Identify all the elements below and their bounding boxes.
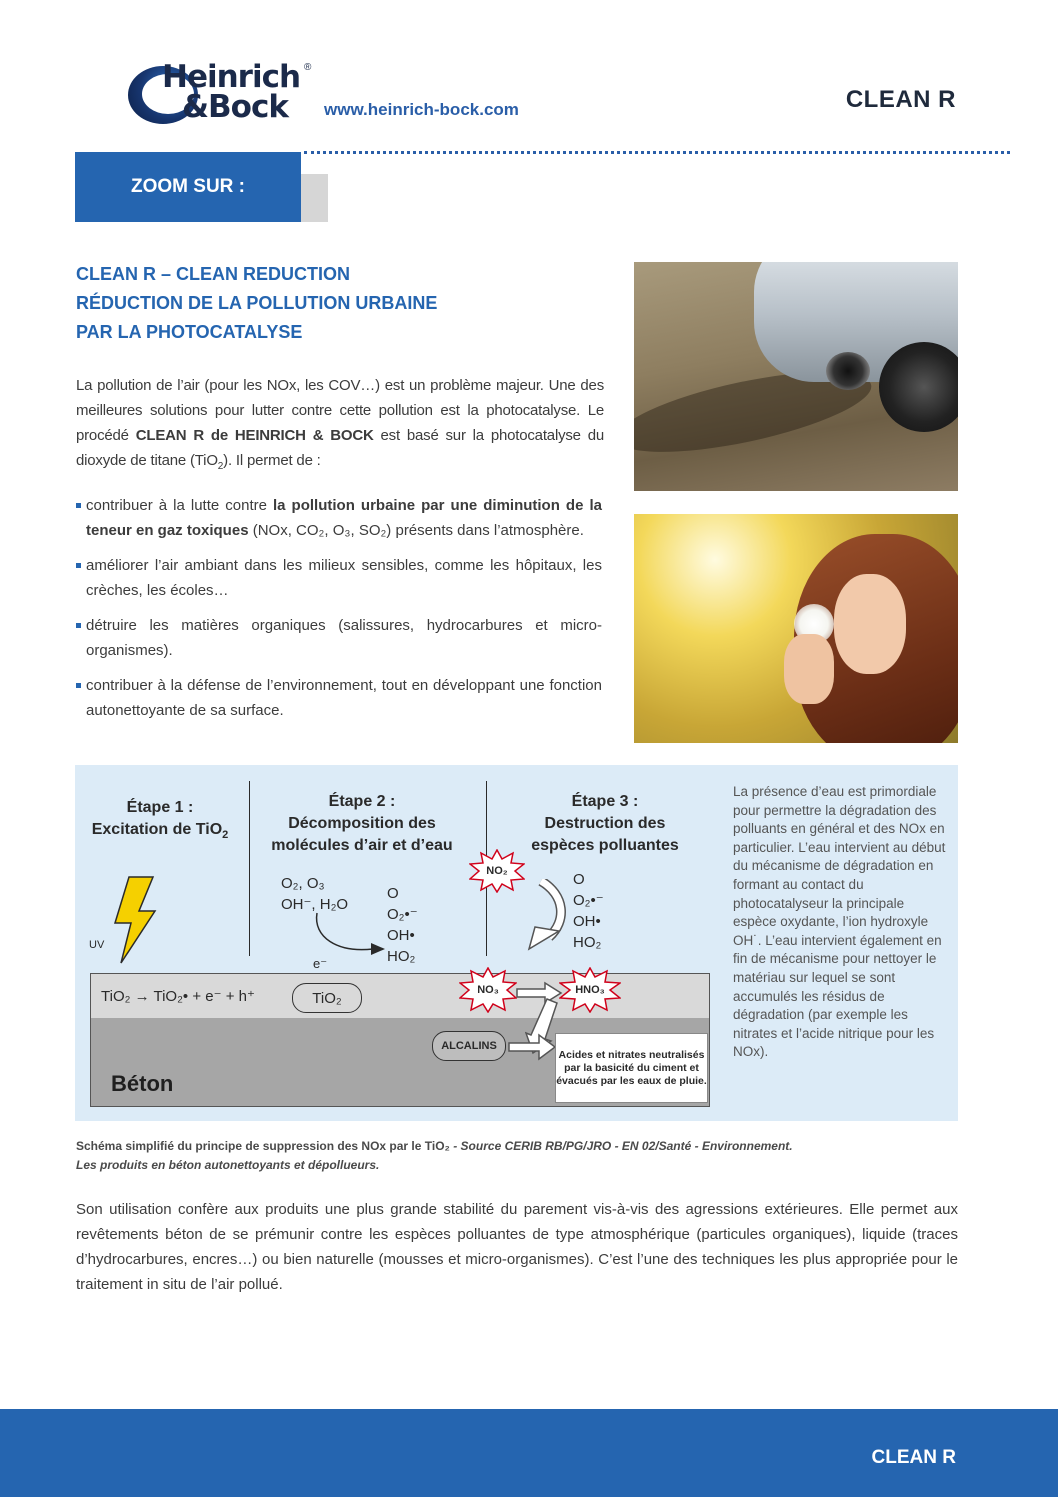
step-1-title: Étape 1 : Excitation de TiO$_2$ [91,799,229,842]
radical-products: O O₂•⁻ OH• HO₂ [573,871,604,951]
logo-text: &Bock [182,89,288,125]
reactants: O₂, O₃ OH⁻, H₂O [281,875,349,913]
uv-label: UV [89,939,105,951]
logo-text: Heinrich [162,59,301,95]
zoom-banner: ZOOM SUR : [75,152,301,222]
intro-paragraph: La pollution de l’air (pour les NOx, les COV…) est un problème majeur. Une des meilleures solutions pour lutter contre cette pollution est la photocatalyse. Le procédé CLEAN R de HEINRICH & BOCK est basé sur la photocatalyse du dioxyde de titane (TiO$_2$). Il permet de : [76,377,605,472]
heading-line: CLEAN R – CLEAN REDUCTION [76,264,351,284]
heading-line: PAR LA PHOTOCATALYSE [76,322,303,342]
website-link[interactable]: www.heinrich-bock.com [324,100,519,119]
heading-line: RÉDUCTION DE LA POLLUTION URBAINE [76,293,438,313]
no3-label: NO₃ [477,984,499,996]
water-role-note: La présence d’eau est primordiale pour permettre la dégradation des polluants en général et des NOx en particulier. L’eau intervient au début du mécanisme de dégradation en formant au contact du photocatalyseur la principale espèce oxydante, l’ion hydroxyle OH˙. L’eau intervient également en fin de mécanisme pour nettoyer le matériau sur lequel se sont accumulés les résidus de dégradation (par exemple les nitrates et l’acide nitrique pour les NOx). [733,784,946,1060]
hno3-label: HNO₃ [575,984,605,996]
radical-products: O O₂•⁻ OH• HO₂ [387,885,418,965]
alcalins-pill: ALCALINS [432,1031,506,1061]
dotted-divider [304,151,1010,154]
tio2-pill: TiO₂ [292,983,362,1013]
closing-paragraph: Son utilisation confère aux produits une plus grande stabilité du parement vis-à-vis des agressions extérieures. Elle permet aux revêtements béton de se prémunir contre les espèces polluantes de type atmosphérique (particules organiques), liquide (traces d’hydrocarbures, encres…) ou bien naturelle (mousses et micro-organismes). C’est l’une des techniques les plus appropriée pour le traitement in situ de l’air pollué. [76,1201,958,1293]
banner-shadow [300,174,328,222]
list-item: contribuer à la défense de l’environnement, tout en développant une fonction autonettoyante de sa surface. [76,673,602,723]
registered-mark: ® [304,62,312,73]
step-2-title: Étape 2 : Décomposition des molécules d’air et d’eau [271,793,453,854]
no2-label: NO₂ [486,865,508,877]
diagram-caption: Schéma simplifié du principe de suppression des NOx par le TiO₂ - Source CERIB RB/PG/JRO - EN 02/Santé - Environnement. Les produits en béton autonettoyants et dépollueurs. [76,1139,793,1172]
step-3-title: Étape 3 : Destruction des espèces polluantes [531,793,679,854]
footer-product: CLEAN R [871,1447,956,1468]
exhaust-photo [634,262,958,491]
photocatalysis-diagram [75,765,958,1121]
list-item: détruire les matières organiques (salissures, hydrocarbures et micro-organismes). [76,613,602,663]
electron-label: e⁻ [313,956,328,971]
neutralisation-note: Acides et nitrates neutralisés par la basicité du ciment et évacués par les eaux de pluie. [555,1033,708,1103]
benefit-list [76,493,602,733]
concrete-label: Béton [111,1071,174,1096]
pollutant-arrow-icon [513,879,573,951]
product-title: CLEAN R [845,86,956,113]
arrow-right-icon [507,1033,557,1061]
list-item: améliorer l’air ambiant dans les milieux sensibles, comme les hôpitaux, les crèches, les écoles… [76,553,602,603]
step-divider [249,781,250,956]
brand-emphasis: CLEAN R de HEINRICH & BOCK [135,427,374,444]
lightning-icon [107,875,159,965]
list-item: contribuer à la lutte contre la pollution urbaine par une diminution de la teneur en gaz toxiques (NOx, CO₂, O₃, SO₂) présents dans l’atmosphère. [76,493,602,543]
reaction-equation: TiO₂ → TiO₂• + e⁻ + h⁺ [101,988,255,1005]
woman-dandelion-photo [634,514,958,743]
section-heading [76,260,437,347]
company-logo [128,59,318,126]
